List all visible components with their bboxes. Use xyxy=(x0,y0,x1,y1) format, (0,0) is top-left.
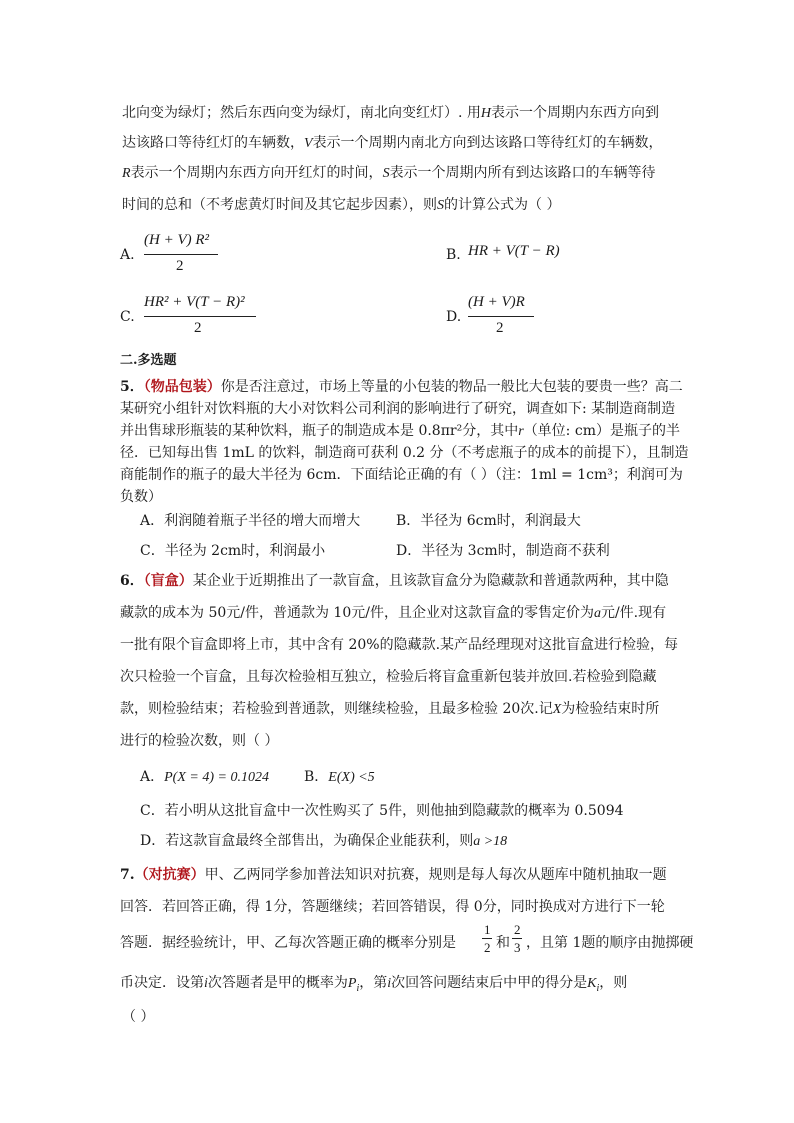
q4-option-c-numerator: HR² + V(T − R)² xyxy=(144,294,245,310)
q4-option-a-label: A. xyxy=(120,247,135,263)
question-tag: （盲盒） xyxy=(143,573,193,589)
q4-option-a-numerator: (H + V) R² xyxy=(144,232,210,248)
var-r: r xyxy=(518,424,524,439)
q7-line-4 xyxy=(120,974,627,998)
q7-text: 次回答问题结束后中甲的得分是 xyxy=(391,975,588,991)
q5-line-6: 负数） xyxy=(120,489,162,505)
q4-option-d-label: D. xyxy=(446,309,462,325)
q7-text: 答题．据经验统计，甲、乙每次答题正确的概率分别是 xyxy=(120,935,456,951)
q7-line-2: 回答．若回答正确，得 1分，答题继续；若回答错误，得 0分，同时换成对方进行下一轮 xyxy=(120,899,665,915)
q4-text: 北向变为绿灯；然后东西向变为绿灯，南北向变红灯）. 用 xyxy=(122,105,481,121)
q6-option-a-math: P(X = 4) = 0.1024 xyxy=(164,770,269,785)
q4-line-4 xyxy=(122,196,560,215)
q4-text: 表示一个周期内东西方向到 xyxy=(491,105,660,121)
var-subscript: i xyxy=(596,982,600,994)
q7-line-3-end: ，且第 1题的顺序由抛掷硬 xyxy=(526,935,694,951)
q7-text: 币决定．设第 xyxy=(120,975,204,991)
var-s: S xyxy=(437,198,444,213)
q5-option-d: D．半径为 3cm时，制造商不获利 xyxy=(396,543,610,559)
var-i: i xyxy=(204,976,208,991)
q5-line-3 xyxy=(120,422,680,441)
q7-text: ，第 xyxy=(359,975,388,991)
q5-line-5: 商能制作的瓶子的最大半径为 6cm．下面结论正确的有（ ）（注：1ml = 1cm³；利润可为 xyxy=(120,467,683,483)
q6-text: 藏款的成本为 50元/件，普通款为 10元/件，且企业对这款盲盒的零售定价为 xyxy=(120,605,594,621)
q6-text: 为检验结束时所 xyxy=(561,701,660,717)
fraction-denominator: 3 xyxy=(514,940,521,955)
var-i: i xyxy=(387,976,392,991)
q6-line-1 xyxy=(120,572,669,590)
var-a: a xyxy=(593,606,601,621)
var-x: X xyxy=(552,702,562,717)
q6-line-6: 进行的检验次数，则（ ） xyxy=(120,733,279,749)
var-k: K xyxy=(587,976,597,991)
var-p: P xyxy=(347,976,357,991)
q6-line-5 xyxy=(120,700,659,719)
q6-line-3: 一批有限个盲盒即将上市，其中含有 20%的隐藏款.某产品经理现对这批盲盒进行检验，每 xyxy=(120,637,679,653)
q6-text: D．若这款盲盒最终全部售出，为确保企业能获利，则 xyxy=(140,833,474,849)
var-v: V xyxy=(304,136,313,151)
q7-line-1 xyxy=(120,866,667,884)
q4-option-a-denominator: 2 xyxy=(176,258,184,274)
q5-text: （单位: cm）是瓶子的半 xyxy=(523,423,680,439)
fraction-bar xyxy=(468,316,534,317)
q6-option-d xyxy=(140,832,507,851)
q4-text: 的计算公式为（ ） xyxy=(444,197,561,213)
q6-option-d-math: a >18 xyxy=(473,834,508,849)
q5-line-1 xyxy=(120,378,683,396)
q4-line-1 xyxy=(122,104,659,123)
q4-option-c-label: C. xyxy=(120,309,135,325)
var-subscript: i xyxy=(356,982,360,994)
q7-line-3 xyxy=(120,934,456,952)
fraction-bar xyxy=(144,316,256,317)
fraction-denominator: 2 xyxy=(484,940,491,955)
q6-option-a xyxy=(140,768,269,787)
q4-text: 表示一个周期内所有到达该路口的车辆等待 xyxy=(389,165,656,181)
question-tag: （物品包装） xyxy=(143,379,221,395)
q5-line-4: 径．已知每出售 1mL 的饮料，制造商可获利 0.2 分（不考虑瓶子的成本的前提下），且制造 xyxy=(120,445,689,461)
q4-text: 表示一个周期内东西方向开红灯的时间， xyxy=(130,165,383,181)
q6-text: 款，则检验结束；若检验到普通款，则继续检验，且最多检验 20次.记 xyxy=(120,701,553,717)
q7-line-5: （ ） xyxy=(122,1009,155,1025)
question-tag: （对抗赛） xyxy=(134,867,205,883)
q4-line-3 xyxy=(122,164,656,183)
q4-text: 达该路口等待红灯的车辆数， xyxy=(122,135,304,151)
section-heading: 二.多选题 xyxy=(120,353,177,368)
fraction-bar xyxy=(482,938,492,939)
q4-option-d-numerator: (H + V)R xyxy=(468,294,525,310)
fraction-bar xyxy=(144,254,218,255)
option-label: A． xyxy=(140,769,165,785)
var-h: H xyxy=(480,106,492,121)
q7-text: 甲、乙两同学参加普法知识对抗赛，规则是每人每次从题库中随机抽取一题 xyxy=(204,867,667,883)
q7-text: 次答题者是甲的概率为 xyxy=(207,975,348,991)
fraction-numerator: 1 xyxy=(484,922,491,937)
fraction-numerator: 2 xyxy=(514,922,521,937)
q6-line-2 xyxy=(120,604,666,623)
fraction-bar xyxy=(512,938,522,939)
q4-text: 时间的总和（不考虑黄灯时间及其它起步因素），则 xyxy=(122,197,437,213)
question-number: 7. xyxy=(120,867,135,883)
q5-text: 你是否注意过，市场上等量的小包装的物品一般比大包装的要贵一些？高二 xyxy=(220,379,683,395)
question-number: 5． xyxy=(120,379,144,395)
q5-option-b: B．半径为 6cm时，利润最大 xyxy=(396,513,581,529)
q6-line-4: 次只检验一个盲盒，且每次检验相互独立，检验后将盲盒重新包装并放回.若检验到隐藏 xyxy=(120,669,657,685)
var-r: R xyxy=(122,166,131,181)
q4-option-b-expression: HR + V(T − R) xyxy=(468,243,560,259)
q4-option-d-denominator: 2 xyxy=(496,320,504,336)
q4-option-b-label: B. xyxy=(446,247,461,263)
q4-text: 表示一个周期内南北方向到达该路口等待红灯的车辆数， xyxy=(312,135,663,151)
q7-and: 和 xyxy=(496,935,510,951)
var-s: S xyxy=(382,166,390,181)
q5-line-2: 某研究小组针对饮料瓶的大小对饮料公司利润的影响进行了研究，调查如下: 某制造商制造 xyxy=(120,401,676,417)
q6-text: 元/件.现有 xyxy=(600,605,667,621)
q5-option-a: A．利润随着瓶子半径的增大而增大 xyxy=(140,513,361,529)
q5-text: 并出售球形瓶装的某种饮料，瓶子的制造成本是 0.8πr²分，其中 xyxy=(120,423,519,439)
q6-option-b-math: E(X) <5 xyxy=(328,770,375,785)
option-label: B． xyxy=(304,769,329,785)
q4-line-2 xyxy=(122,134,663,153)
q5-option-c: C．半径为 2cm时，利润最小 xyxy=(140,543,326,559)
q6-option-b xyxy=(304,768,375,787)
q7-text: ，则 xyxy=(599,975,628,991)
q6-text: 某企业于近期推出了一款盲盒，且该款盲盒分为隐藏款和普通款两种，其中隐 xyxy=(192,573,669,589)
q4-option-c-denominator: 2 xyxy=(194,320,202,336)
q6-option-c: C．若小明从这批盲盒中一次性购买了 5件，则他抽到隐藏款的概率为 0.5094 xyxy=(140,803,624,819)
question-number: 6． xyxy=(120,573,144,589)
